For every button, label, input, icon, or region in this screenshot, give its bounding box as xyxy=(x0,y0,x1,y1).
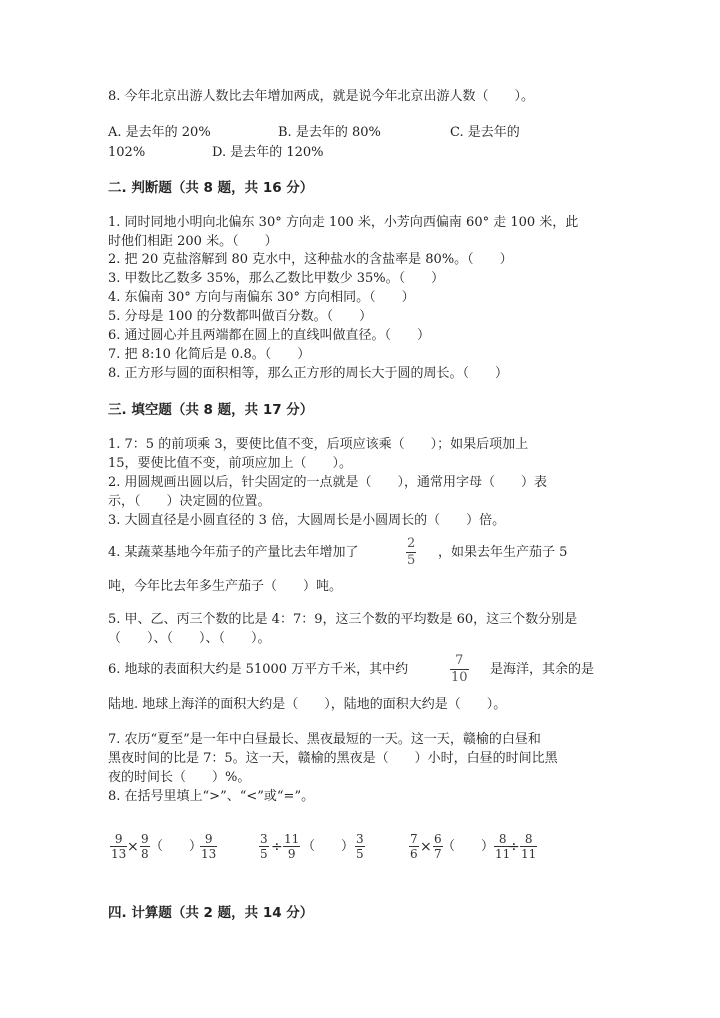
section-4-title: 四. 计算题（共 2 题，共 14 分） xyxy=(108,905,314,921)
q8-option-c-cont: 102% xyxy=(108,145,146,160)
s3-q4-fraction xyxy=(406,536,416,569)
s3-q4-part2: ，如果去年生产茄子 5 xyxy=(438,545,568,560)
fraction-numerator: 9 xyxy=(114,832,123,846)
fraction-numerator: 8 xyxy=(524,832,533,846)
s3-q7-line2: 黑夜时间的比是 7：5。这一天，赣榆的黑夜是（ ）小时，白昼的时间比黑 xyxy=(108,751,558,766)
s3-q1-line1: 1. 7：5 的前项乘 3，要使比值不变，后项应该乘（ ）；如果后项加上 xyxy=(108,437,529,452)
fraction-numerator: 7 xyxy=(455,653,464,668)
fraction-numerator: 3 xyxy=(356,832,364,846)
s3-q2-line1: 2. 用圆规画出圆以后，针尖固定的一点就是（ ），通常用字母（ ）表 xyxy=(108,475,548,490)
s3-q5-line1: 5. 甲、乙、丙三个数的比是 4：7：9，这三个数的平均数是 60，这三个数分别是 xyxy=(108,612,578,627)
fraction-denominator: 11 xyxy=(521,847,537,861)
fraction-denominator: 11 xyxy=(495,847,511,861)
fraction-numerator: 2 xyxy=(407,536,416,551)
s3-q5-line2: （ ）、（ ）、（ ）。 xyxy=(108,631,271,646)
s2-item-2: 2. 把 20 克盐溶解到 80 克水中，这种盐水的含盐率是 80%。（ ） xyxy=(108,252,513,267)
fraction-numerator: 6 xyxy=(434,832,442,846)
s3-q7-line3: 夜的时间长（ ）%。 xyxy=(108,770,251,785)
s3-q3: 3. 大圆直径是小圆直径的 3 倍，大圆周长是小圆周长的（ ）倍。 xyxy=(108,513,506,528)
fraction-denominator: 5 xyxy=(356,847,364,861)
q8-stem: 8. 今年北京出游人数比去年增加两成，就是说今年北京出游人数（ ）。 xyxy=(108,89,535,104)
fraction-denominator: 6 xyxy=(410,847,418,861)
s3-q4-part3: 吨，今年比去年多生产茄子（ ）吨。 xyxy=(108,579,343,594)
fraction xyxy=(520,832,537,861)
answer-blank[interactable]: （ ） xyxy=(442,839,495,854)
s3-q1-line2: 15，要使比值不变，前项应加上（ ）。 xyxy=(108,456,353,471)
q8-option-b: B. 是去年的 80% xyxy=(278,125,381,140)
q8-option-c: C. 是去年的 xyxy=(450,125,520,140)
s2-item-4: 4. 东偏南 30° 方向与南偏东 30° 方向相同。（ ） xyxy=(108,290,415,305)
s2-item-5: 5. 分母是 100 的分数都叫做百分数。（ ） xyxy=(108,309,373,324)
divide-sign: ÷ xyxy=(271,839,283,855)
s3-q6-part2: 是海洋，其余的是 xyxy=(490,662,595,677)
times-sign: × xyxy=(127,839,139,855)
fraction xyxy=(200,832,217,861)
fraction-denominator: 13 xyxy=(201,847,217,861)
fraction-numerator: 7 xyxy=(410,832,418,846)
fraction-numerator: 3 xyxy=(260,832,268,846)
fraction-numerator: 9 xyxy=(204,832,213,846)
q8-option-d: D. 是去年的 120% xyxy=(212,145,324,160)
fraction-denominator: 7 xyxy=(434,847,442,861)
fraction-numerator: 8 xyxy=(498,832,507,846)
fraction-numerator: 11 xyxy=(284,832,300,846)
fraction xyxy=(259,832,269,861)
s3-q2-line2: 示，（ ）决定圆的位置。 xyxy=(108,494,271,509)
fraction xyxy=(110,832,127,861)
s3-q7-line1: 7. 农历“夏至”是一年中白昼最长、黑夜最短的一天。这一天，赣榆的白昼和 xyxy=(108,732,541,747)
s2-item-6: 6. 通过圆心并且两端都在圆上的直线叫做直径。（ ） xyxy=(108,328,431,343)
section-2-title: 二. 判断题（共 8 题，共 16 分） xyxy=(108,180,314,196)
s2-item-8: 8. 正方形与圆的面积相等，那么正方形的周长大于圆的周长。（ ） xyxy=(108,366,509,381)
fraction xyxy=(283,832,300,861)
s2-item-3: 3. 甲数比乙数多 35%，那么乙数比甲数少 35%。（ ） xyxy=(108,271,445,286)
s3-q6-fraction xyxy=(450,653,469,686)
fraction-denominator: 5 xyxy=(260,847,268,861)
fraction-denominator: 10 xyxy=(451,670,468,685)
s2-item-1-cont: 时他们相距 200 米。（ ） xyxy=(108,234,278,249)
s2-item-7: 7. 把 8:10 化简后是 0.8。（ ） xyxy=(108,347,311,362)
answer-blank[interactable]: （ ） xyxy=(302,839,355,854)
answer-blank[interactable]: （ ） xyxy=(150,839,203,854)
fraction-denominator: 13 xyxy=(111,847,127,861)
section-3-title: 三. 填空题（共 8 题，共 17 分） xyxy=(108,402,314,418)
s3-q6-part1: 6. 地球的表面积大约是 51000 万平方千米，其中约 xyxy=(108,662,409,677)
fraction-denominator: 8 xyxy=(141,847,149,861)
s3-q8: 8. 在括号里填上“>”、“<”或“=”。 xyxy=(108,789,315,804)
fraction xyxy=(409,832,419,861)
s3-q4-part1: 4. 某蔬菜基地今年茄子的产量比去年增加了 xyxy=(108,545,359,560)
q8-option-a: A. 是去年的 20% xyxy=(108,125,211,140)
s3-q6-part3: 陆地. 地球上海洋的面积大约是（ ），陆地的面积大约是（ ）。 xyxy=(108,697,507,712)
fraction xyxy=(140,832,150,861)
fraction xyxy=(355,832,365,861)
divide-sign: ÷ xyxy=(508,839,520,855)
s2-item-1: 1. 同时同地小明向北偏东 30° 方向走 100 米，小芳向西偏南 60° 走 100 米，此 xyxy=(108,215,579,230)
times-sign: × xyxy=(420,839,432,855)
fraction-numerator: 9 xyxy=(141,832,149,846)
fraction-denominator: 5 xyxy=(407,553,416,568)
fraction-denominator: 9 xyxy=(287,847,296,861)
